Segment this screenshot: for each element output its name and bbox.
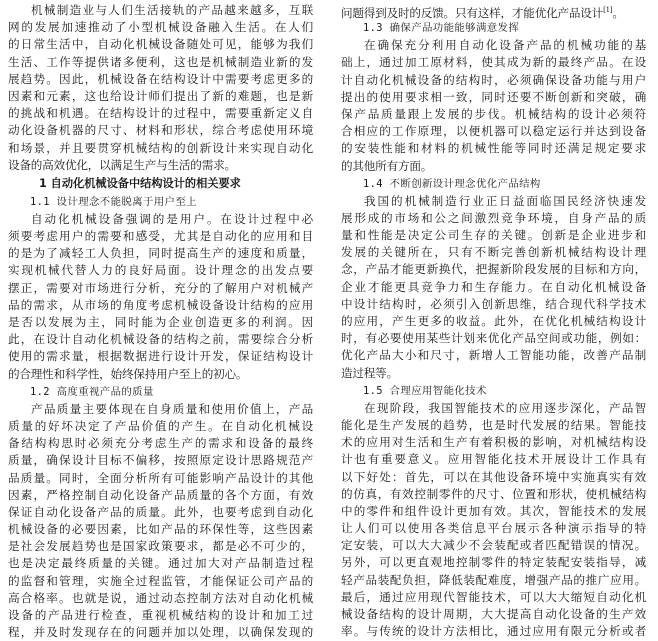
line-text: 和场景，并且要贯穿机械结构的创新设计来实现自动化 bbox=[8, 140, 313, 155]
left-text-line bbox=[8, 2, 313, 19]
right-text-line bbox=[341, 486, 646, 503]
left-text-line bbox=[8, 140, 313, 157]
left-text-line bbox=[8, 19, 313, 36]
right-text-line bbox=[341, 193, 646, 210]
line-text: 1.4 不断创新设计理念优化产品结构 bbox=[363, 177, 541, 190]
left-text-line bbox=[8, 348, 313, 365]
right-text-line bbox=[341, 123, 646, 140]
left-text-line bbox=[8, 314, 313, 331]
right-text-line bbox=[341, 106, 646, 123]
line-text: 1.1 设计理念不能脱离于用户至上 bbox=[30, 195, 197, 208]
line-text: 的仿真，有效控制零件的尺寸、位置和形状，使机械结构 bbox=[341, 486, 646, 501]
line-text: 优化产品大小和尺寸，新增人工智能功能，改善产品制 bbox=[341, 348, 646, 363]
right-text-line bbox=[341, 158, 646, 175]
left-text-line bbox=[8, 418, 313, 435]
line-text: 我国的机械制造行业正日益面临国民经济快速发 bbox=[364, 193, 646, 208]
right-text-line bbox=[341, 279, 646, 296]
left-text-line bbox=[8, 54, 313, 71]
right-text-line bbox=[341, 244, 646, 261]
line-text: 量和性能是决定公司生存的关键。创新是企业进步和 bbox=[341, 228, 646, 243]
left-text-line bbox=[8, 211, 313, 228]
right-text-line bbox=[341, 330, 646, 347]
right-text-line bbox=[341, 72, 646, 89]
line-text: 的挑战和机遇。在结构设计的过程中，需要重新定义自 bbox=[8, 106, 313, 121]
left-text-line bbox=[8, 297, 313, 314]
line-text: 在确保充分利用自动化设备产品的机械功能的基 bbox=[364, 38, 646, 53]
left-text-line bbox=[8, 71, 313, 88]
line-text: 的安装性能和材料的机械性能等同时还满足规定要求 bbox=[341, 141, 646, 156]
line-text: 的其他所有方面。 bbox=[341, 158, 433, 173]
line-text: 以下好处：首先，可以在其他设备环境中实施真实有效 bbox=[341, 469, 646, 484]
line-text: 轻产品装配负担，降低装配难度，增强产品的推广应用。 bbox=[341, 572, 646, 587]
line-text: 产品质量主要体现在自身质量和使用价值上，产品 bbox=[31, 401, 313, 416]
right-text-line bbox=[341, 210, 646, 227]
left-text-line bbox=[8, 538, 313, 555]
right-text-line bbox=[341, 554, 646, 571]
section-heading bbox=[8, 174, 313, 193]
line-text: 础上，通过加工原材料，使其成为新的最终产品。在设 bbox=[341, 55, 646, 70]
line-text: 1.5 合理应用智能化技术 bbox=[363, 384, 487, 397]
line-text: 网的发展加速推动了小型机械设备融入生活。在人们 bbox=[8, 20, 313, 35]
left-column bbox=[8, 2, 313, 641]
right-text-line bbox=[341, 347, 646, 364]
left-text-line bbox=[8, 607, 313, 624]
line-text: 也是决定最终质量的关键。通过加大对产品制造过程 bbox=[8, 556, 313, 571]
line-text: 计自动化机械设备的结构时，必须确保设备功能与用户 bbox=[341, 72, 646, 87]
left-text-line bbox=[8, 262, 313, 279]
right-text-line bbox=[341, 417, 646, 434]
left-text-line bbox=[8, 435, 313, 452]
line-text: 此，在设计自动化机械设备的结构之前，需要综合分析 bbox=[8, 332, 313, 347]
line-text: 摆正，需要对市场进行分析，充分的了解用户对机械产 bbox=[8, 280, 313, 295]
subsection-heading bbox=[341, 382, 646, 400]
left-text-line bbox=[8, 470, 313, 487]
line-text: 中设计结构时，必须引入创新思维，结合现代科学技术 bbox=[341, 296, 646, 311]
line-text: 让人们可以使用各类信息平台展示各种演示指导的特 bbox=[341, 521, 646, 536]
subsection-heading bbox=[8, 383, 313, 401]
line-tail: 。 bbox=[612, 5, 624, 20]
line-text: 生活、工作等提供诸多便利，这也是机械制造业新的发 bbox=[8, 54, 313, 69]
line-text: 自动化机械设备强调的是用户。在设计过程中必 bbox=[31, 211, 313, 226]
left-text-line bbox=[8, 555, 313, 572]
right-text-line bbox=[341, 54, 646, 71]
right-text-line bbox=[341, 227, 646, 244]
line-text: 机械制造业与人们生活接轨的产品越来越多，互联 bbox=[31, 3, 313, 17]
right-text-line bbox=[341, 589, 646, 606]
line-text: 另外，可以更直观地控制零件的特定装配安装指导，减 bbox=[341, 555, 646, 570]
subsection-heading bbox=[341, 175, 646, 193]
line-text: 保产品质量跟上发展的步伐。机械结构的设计必须符 bbox=[341, 106, 646, 121]
line-text: 实现机械代替人力的良好局面。设计理念的出发点要 bbox=[8, 263, 313, 278]
right-text-line bbox=[341, 572, 646, 589]
right-text-line bbox=[341, 313, 646, 330]
line-text: 提出的使用要求相一致，同时还要不断创新和突破，确 bbox=[341, 89, 646, 104]
left-text-line bbox=[8, 228, 313, 245]
left-text-line bbox=[8, 504, 313, 521]
line-text: 问题得到及时的反馈。只有这样，才能优化产品设计 bbox=[341, 5, 604, 20]
right-text-line bbox=[341, 2, 646, 19]
line-text: 因素和元素，这也给设计师们提出了新的难题，也是新 bbox=[8, 88, 313, 103]
line-text: 1.2 高度重视产品的质量 bbox=[30, 385, 154, 398]
right-text-line bbox=[341, 451, 646, 468]
left-text-line bbox=[8, 487, 313, 504]
line-text: 计也有重要意义。应用智能化技术开展设计工作具有 bbox=[341, 452, 646, 467]
line-text: 设备的产品进行检查，重视机械结构的设计和加工过 bbox=[8, 608, 313, 622]
line-text: 1 自动化机械设备中结构设计的相关要求 bbox=[39, 176, 241, 190]
left-text-line bbox=[8, 331, 313, 348]
line-text: 保证自动化设备产品的质量。此外，也要考虑到自动化 bbox=[8, 504, 313, 519]
line-text: 合相应的工作原理，以便机器可以稳定运行并达到设备 bbox=[341, 124, 646, 139]
line-text: 是社会发展趋势也是国家政策要求，都是必不可少的， bbox=[8, 539, 313, 554]
line-text: 的是为了减轻工人负担，同时提高生产的速度和质量， bbox=[8, 246, 313, 261]
right-text-line bbox=[341, 434, 646, 451]
right-text-line bbox=[341, 469, 646, 486]
line-text: 械设备结构的设计周期，大大提高自动化设备的生产效 bbox=[341, 607, 646, 621]
left-text-line bbox=[8, 573, 313, 590]
citation-reference: [1] bbox=[603, 6, 613, 14]
subsection-heading bbox=[8, 193, 313, 211]
line-text: 质量的好坏决定了产品价值的产生。在自动化机械设 bbox=[8, 418, 313, 433]
line-text: 使用的需求量，根据数据进行设计开发，保证结构设计 bbox=[8, 349, 313, 364]
line-text: 展趋势。因此，机械设备在结构设计中需要考虑更多的 bbox=[8, 71, 313, 86]
line-text: 在现阶段，我国智能技术的应用逐步深化，产品智 bbox=[364, 400, 646, 415]
line-text: 高合格率。也就是说，通过动态控制方法对自动化机械 bbox=[8, 590, 313, 605]
line-text: 时，有必要使用某些计划来优化产品空间或功能，例如： bbox=[341, 331, 646, 346]
line-text: 定安装，可以大大减少不会装配或者匹配错误的情况。 bbox=[341, 538, 646, 553]
left-text-line bbox=[8, 280, 313, 297]
line-text: 的合理性和科学性，始终保持用户至上的初心。 bbox=[8, 366, 248, 381]
line-text: 中的零件和组件设计更加有效。其次，智能技术的发展 bbox=[341, 503, 646, 518]
left-text-line bbox=[8, 624, 313, 641]
right-text-line bbox=[341, 537, 646, 554]
line-text: 程，并及时发现存在的问题并加以处理，以确保发现的 bbox=[8, 625, 313, 640]
left-text-line bbox=[8, 88, 313, 105]
line-text: 的日常生活中，自动化机械设备随处可见，能够为我们 bbox=[8, 37, 313, 52]
right-text-line bbox=[341, 503, 646, 520]
line-text: 动化设备机器的尺寸、材料和形状，综合考虑使用环境 bbox=[8, 123, 313, 138]
right-text-line bbox=[341, 37, 646, 54]
left-text-line bbox=[8, 401, 313, 418]
right-text-line bbox=[341, 296, 646, 313]
right-text-line bbox=[341, 365, 646, 382]
left-text-line bbox=[8, 105, 313, 122]
line-text: 因素，严格控制自动化设备产品质量的各个方面，有效 bbox=[8, 487, 313, 502]
right-text-line bbox=[341, 623, 646, 640]
line-text: 质量，确保设计目标不偏移，按照原定设计思路规范产 bbox=[8, 453, 313, 468]
line-text: 是否以发展为主，同时能为企业创造更多的利润。因 bbox=[8, 315, 313, 329]
right-text-line bbox=[341, 400, 646, 417]
right-text-line bbox=[341, 261, 646, 278]
line-text: 品的需求，从市场的角度考虑机械设备设计结构的应用 bbox=[8, 297, 313, 312]
line-text: 的监督和管理，实施全过程监管，才能保证公司产品的 bbox=[8, 573, 313, 588]
left-text-line bbox=[8, 521, 313, 538]
right-text-line bbox=[341, 520, 646, 537]
line-text: 备结构构思时必须充分考虑生产的需求和设备的最终 bbox=[8, 436, 313, 451]
line-text: 率。与传统的设计方法相比，通过应用有限元分析或者 bbox=[341, 624, 646, 639]
line-text: 念，产品才能更新换代，把握新阶段发展的目标和方向， bbox=[341, 262, 646, 277]
left-text-line bbox=[8, 366, 313, 383]
line-text: 品质量。同时，全面分析所有可能影响产品设计的其他 bbox=[8, 470, 313, 485]
line-text: 造过程等。 bbox=[341, 365, 398, 380]
right-column bbox=[341, 2, 646, 640]
line-text: 的应用，产生更多的收益。此外，在优化机械结构设计 bbox=[341, 314, 646, 328]
subsection-heading bbox=[341, 19, 646, 37]
left-text-line bbox=[8, 245, 313, 262]
line-text: 发展的关键所在，只有不断完善创新机械结构设计理 bbox=[341, 245, 646, 260]
left-text-line bbox=[8, 452, 313, 469]
left-text-line bbox=[8, 122, 313, 139]
right-text-line bbox=[341, 606, 646, 623]
left-text-line bbox=[8, 157, 313, 174]
line-text: 展形成的市场和公之间激烈竞争环境，自身产品的质 bbox=[341, 210, 646, 225]
left-text-line bbox=[8, 590, 313, 607]
right-text-line bbox=[341, 89, 646, 106]
line-text: 企业才能更具竞争力和生存能力。在自动化机械设备 bbox=[341, 279, 646, 294]
right-text-line bbox=[341, 140, 646, 157]
line-text: 设备的高效优化，以满足生产与生活的需求。 bbox=[8, 157, 236, 172]
line-text: 1.3 确保产品功能能够满意发挥 bbox=[363, 22, 520, 35]
line-text: 须要考虑用户的需要和感受，尤其是自动化的应用和目 bbox=[8, 229, 313, 244]
line-text: 机械设备的必要因素，比如产品的环保性等，这些因素 bbox=[8, 522, 313, 537]
line-text: 能化是生产发展的趋势，也是时代发展的结果。智能技 bbox=[341, 417, 646, 432]
line-text: 术的应用对生活和生产有着积极的影响，对机械结构设 bbox=[341, 435, 646, 450]
left-text-line bbox=[8, 36, 313, 53]
line-text: 最后，通过应用现代智能技术，可以大大缩短自动化机 bbox=[341, 589, 646, 604]
